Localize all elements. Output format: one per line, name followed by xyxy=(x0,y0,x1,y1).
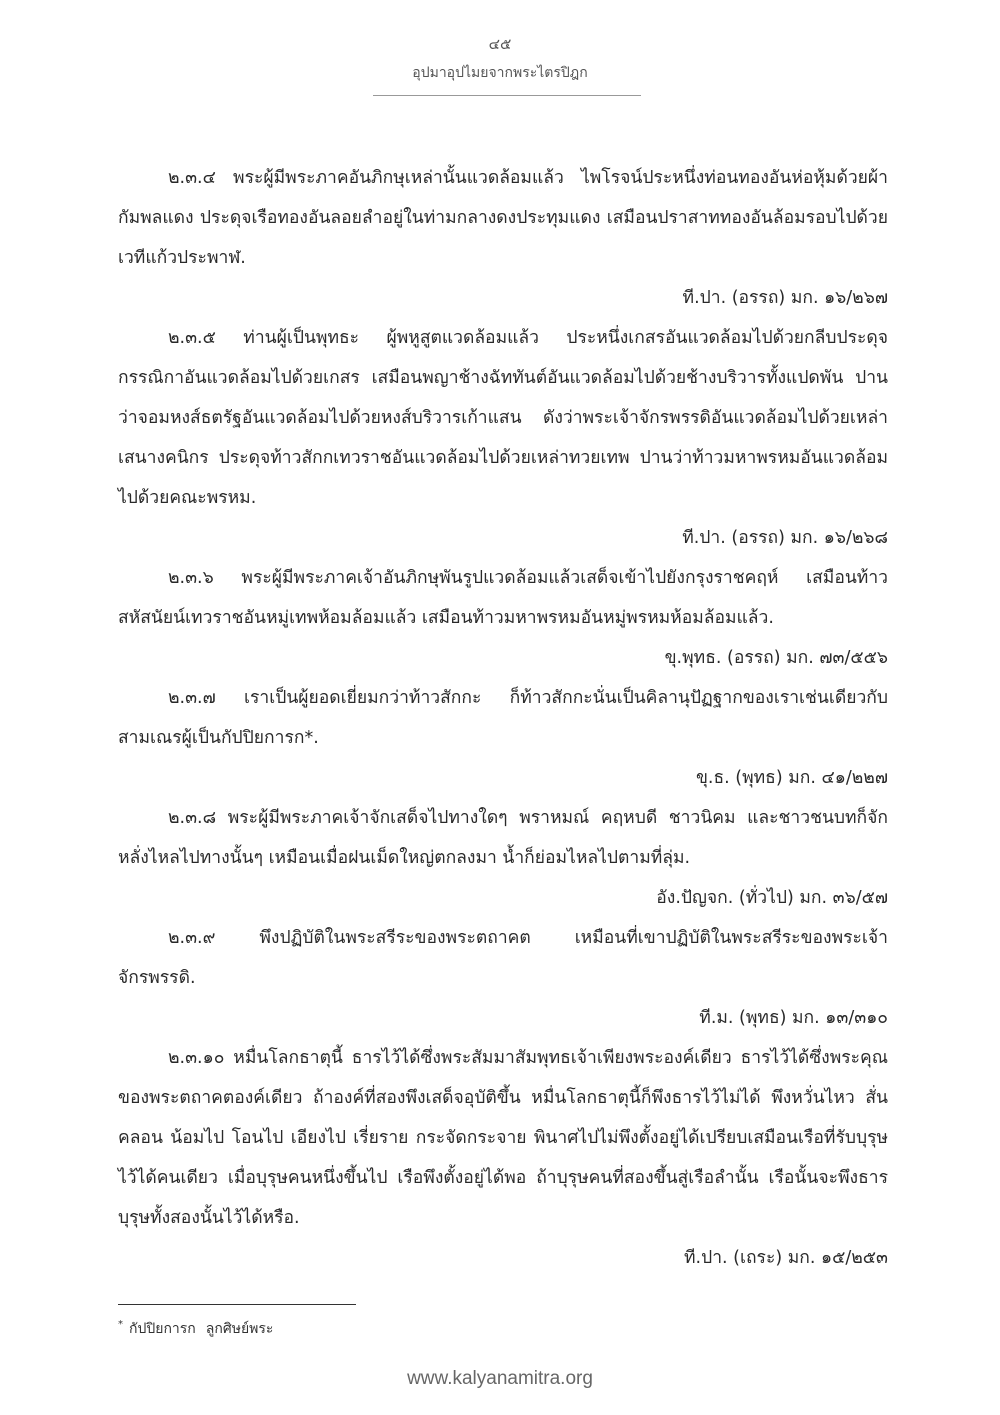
entry-paragraph: ๒.๓.๕ ท่านผู้เป็นพุทธะ ผู้พหูสูตแวดล้อมแล้ว ประหนึ่งเกสรอันแวดล้อมไปด้วยกลีบประดุจกรรณิกาอันแวดล้อมไปด้วยเกสร เสมือนพญาช้างฉัททันต์อันแวดล้อมไปด้วยช้างบริวารทั้งแปดพัน ปานว่าจอมหงส์ธตรัฐอันแวดล้อมไปด้วยหงส์บริวารเก้าแสน ดังว่าพระเจ้าจักรพรรดิอันแวดล้อมไปด้วยเหล่าเสนางคนิกร ประดุจท้าวสักกเทวราชอันแวดล้อมไปด้วยเหล่าทวยเทพ ปานว่าท้าวมหาพรหมอันแวดล้อมไปด้วยคณะพรหม. xyxy=(118,328,888,508)
header-divider xyxy=(373,95,641,96)
footnote-divider xyxy=(118,1304,356,1305)
entry-paragraph: ๒.๓.๔ พระผู้มีพระภาคอันภิกษุเหล่านั้นแวดล้อมแล้ว ไพโรจน์ประหนึ่งท่อนทองอันห่อหุ้มด้วยผ้ากัมพลแดง ประดุจเรือทองอันลอยลำอยู่ในท่ามกลางดงประทุมแดง เสมือนปราสาททองอันล้อมรอบไปด้วยเวทีแก้วประพาฬ. xyxy=(118,168,888,268)
entry-reference: ที.ปา. (อรรถ) มก. ๑๖/๒๖๘ xyxy=(682,528,888,548)
entry-reference: ขุ.ธ. (พุทธ) มก. ๔๑/๒๒๗ xyxy=(695,768,888,788)
entry-reference: ที.ปา. (เถระ) มก. ๑๕/๒๕๓ xyxy=(683,1248,888,1268)
footnote xyxy=(118,1318,273,1340)
footnote-definition: ลูกศิษย์พระ xyxy=(205,1321,274,1337)
footer-website: www.kalyanamitra.org xyxy=(407,1368,593,1389)
entry-reference: ที.ปา. (อรรถ) มก. ๑๖/๒๖๗ xyxy=(682,288,888,308)
entry-paragraph: ๒.๓.๗ เราเป็นผู้ยอดเยี่ยมกว่าท้าวสักกะ ก็ท้าวสักกะนั่นเป็นคิลานุปัฏฐากของเราเช่นเดียวกับสามเณรผู้เป็นกัปปิยการก*. xyxy=(118,688,888,748)
footnote-mark: * xyxy=(118,1319,123,1331)
entry-reference: ที.ม. (พุทธ) มก. ๑๓/๓๑๐ xyxy=(699,1008,888,1028)
entry-paragraph: ๒.๓.๑๐ หมื่นโลกธาตุนี้ ธารไว้ได้ซึ่งพระสัมมาสัมพุทธเจ้าเพียงพระองค์เดียว ธารไว้ได้ซึ่งพระคุณของพระตถาคตองค์เดียว ถ้าองค์ที่สองพึงเสด็จอุบัติขึ้น หมื่นโลกธาตุนี้ก็พึงธารไว้ไม่ได้ พึงหวั่นไหว สั่นคลอน น้อมไป โอนไป เอียงไป เรี่ยราย กระจัดกระจาย พินาศไปไม่พึงตั้งอยู่ได้เปรียบเสมือนเรือที่รับบุรุษไว้ได้คนเดียว เมื่อบุรุษคนหนึ่งขึ้นไป เรือพึงตั้งอยู่ได้พอ ถ้าบุรุษคนที่สองขึ้นสู่เรือลำนั้น เรือนั้นจะพึงธารบุรุษทั้งสองนั้นไว้ได้หรือ. xyxy=(118,1048,888,1228)
footnote-term: กัปปิยการก xyxy=(129,1321,196,1337)
entry-paragraph: ๒.๓.๖ พระผู้มีพระภาคเจ้าอันภิกษุพันรูปแวดล้อมแล้วเสด็จเข้าไปยังกรุงราชคฤห์ เสมือนท้าวสหัสนัยน์เทวราชอันหมู่เทพห้อมล้อมแล้ว เสมือนท้าวมหาพรหมอันหมู่พรหมห้อมล้อมแล้ว. xyxy=(118,568,888,628)
entry-reference: ขุ.พุทธ. (อรรถ) มก. ๗๓/๕๕๖ xyxy=(664,648,888,668)
running-header-title: อุปมาอุปไมยจากพระไตรปิฎก xyxy=(412,65,588,81)
page-number: ๔๕ xyxy=(488,35,512,53)
entry-reference: อัง.ปัญจก. (ทั่วไป) มก. ๓๖/๕๗ xyxy=(656,888,888,908)
entry-paragraph: ๒.๓.๘ พระผู้มีพระภาคเจ้าจักเสด็จไปทางใดๆ พราหมณ์ คฤหบดี ชาวนิคม และชาวชนบทก็จักหลั่งไหลไปทางนั้นๆ เหมือนเมื่อฝนเม็ดใหญ่ตกลงมา น้ำก็ย่อมไหลไปตามที่ลุ่ม. xyxy=(118,808,888,868)
document-body xyxy=(118,158,888,1278)
entry-paragraph: ๒.๓.๙ พึงปฏิบัติในพระสรีระของพระตถาคต เหมือนที่เขาปฏิบัติในพระสรีระของพระเจ้าจักรพรรดิ. xyxy=(118,928,888,988)
